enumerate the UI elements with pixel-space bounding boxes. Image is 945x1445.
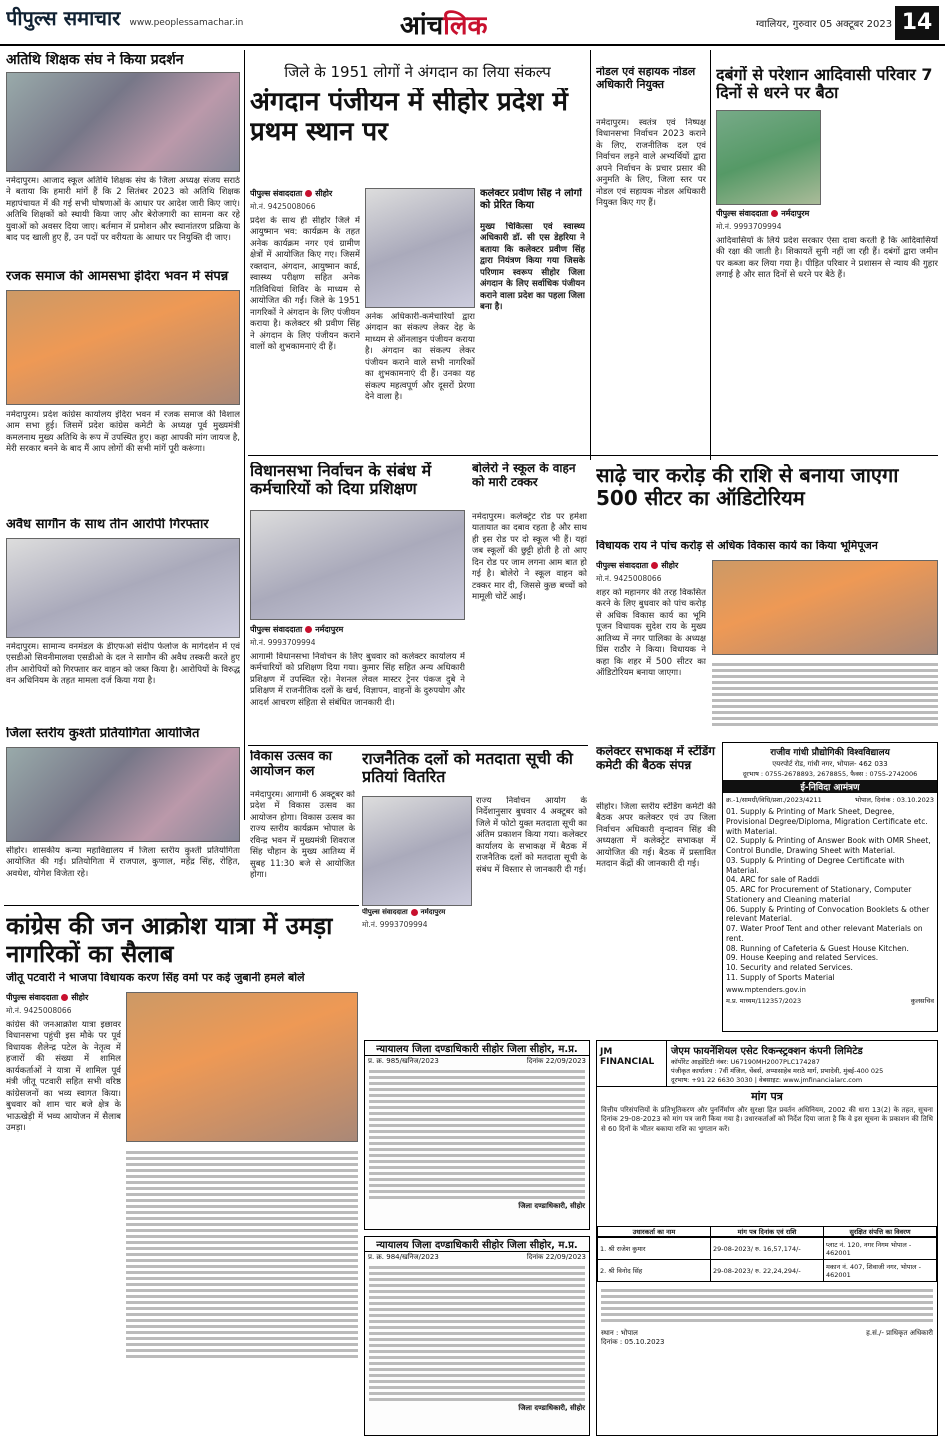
auditorium-photo bbox=[712, 560, 938, 655]
tender-item: 08. Running of Cafeteria & Guest House Kitchen. bbox=[726, 943, 909, 953]
anganwadi-mobile: मो.नं. 9425008066 bbox=[250, 202, 316, 211]
byline-name: पीपुल्स संवाददाता bbox=[6, 993, 59, 1002]
byline-place: सीहोर bbox=[315, 189, 333, 198]
voter-list-headline[interactable]: राजनैतिक दलों को मतदाता सूची की प्रतियां वितरित bbox=[362, 750, 573, 787]
nodal-body: नर्मदापुरम। स्वतंत्र एवं निष्पक्ष विधानसभा निर्वाचन 2023 कराने के लिए, राजनीतिक दल एवं निर्वाचन लड़ने वाले अभ्यर्थियों द्वारा अपने निर्वाचन के प्रचार प्रसार की अनुमति के लिए, जिला स्तर पर नोडल एवं सहायक नोडल अधिकारी नियुक्त किए गए हैं। bbox=[596, 118, 706, 209]
section-suffix: लिक bbox=[443, 11, 488, 41]
tender-item: 03. Supply & Printing of Degree Certificate with Material. bbox=[726, 855, 905, 875]
rajak-body: नर्मदापुरम। प्रदेश कांग्रेस कार्यालय इंदिरा भवन में रजक समाज की विशाल आम सभा हुई। जिसमें प्रदेश कांग्रेस कमेटी के अध्यक्ष पूर्व मुख्यमंत्री कमलनाथ मुख्य अतिथि के रूप में उपस्थित हुए। कहा आपकी मांग जायज है, मेरी सरकार बनने के बाद मैं आप लोगों की सभी मांगें पूरी करूंगा। bbox=[6, 410, 240, 455]
tender-phone: दूरभाष : 0755-2678893, 2678855, फैक्स : 0755-2742006 bbox=[742, 770, 918, 778]
bus-headline[interactable]: बोलेरो ने स्कूल के वाहन को मारी टक्कर bbox=[472, 462, 576, 489]
tribal-photo bbox=[716, 110, 821, 205]
training-photo bbox=[250, 510, 465, 620]
sagaun-body: नर्मदापुरम। सामान्य वनमंडल के डीएफओ संदीप फेलोज के मार्गदर्शन में एवं एसडीओ सिवनीमालवा एसडीओ के दल ने सागौन की अवैध तस्करी करते हुए तीन आरोपियों को गिरफ्तार कर वाहन को जब्त किया है। आरोपियों के विरुद्ध वन अधिनियम के तहत मामला दर्ज किया गया है। bbox=[6, 642, 240, 687]
jm-table-cell: प्लाट नं. 120, नगर निगम भोपाल - 462001 bbox=[824, 1238, 937, 1260]
voter-list-body: राज्य निर्वाचन आयोग के निर्देशानुसार बुधवार 4 अक्टूबर को जिले में फोटो युक्त मतदाता सूची का अंतिम प्रकाशन किया गया। कलेक्टर कार्यालय के सभाकक्ष में बैठक में राजनैतिक दलों को मतदाता सूची के संबंध में विस्तार से जानकारी दी गई। bbox=[476, 796, 587, 875]
tender-footer-ref: म.प्र. माध्यम/112357/2023 bbox=[726, 996, 802, 1005]
byline-place: नर्मदापुरम bbox=[420, 908, 446, 916]
byline-place: नर्मदापुरम bbox=[781, 209, 810, 218]
location-pin-icon bbox=[651, 562, 658, 569]
kushti-photo bbox=[6, 747, 240, 842]
website-link[interactable]: www.peoplessamachar.in bbox=[129, 18, 244, 28]
anganwadi-photo-caption: कलेक्टर प्रवीण सिंह ने लोगों को प्रेरित किया bbox=[480, 188, 582, 211]
tender-item: 10. Security and related Services. bbox=[726, 963, 853, 972]
jm-table-cell: 29-08-2023/ रु. 22,24,294/- bbox=[711, 1260, 824, 1282]
byline-name: पीपुल्स संवाददाता bbox=[250, 189, 303, 198]
jm-address: पंजीकृत कार्यालय : 7वीं मंजिल, चेंबर्स, अप्पासाहेब मराठे मार्ग, प्रभादेवी, मुंबई-400 025 bbox=[671, 1067, 884, 1075]
anganwadi-headline[interactable]: अंगदान पंजीयन में सीहोर प्रदेश में प्रथम स्थान पर bbox=[250, 88, 568, 147]
court-case: प्र. क्र. 984/खनिज/2023 bbox=[368, 1253, 439, 1261]
divider bbox=[4, 905, 359, 906]
auditorium-headline[interactable]: साढ़े चार करोड़ की राशि से बनाया जाएगा 500 सीटर का ऑडिटोरियम bbox=[596, 464, 899, 510]
jm-table-header-cell: मांग पत्र दिनांक एवं राशि bbox=[711, 1227, 824, 1237]
tender-notice bbox=[722, 742, 938, 1032]
byline-name: पीपुल्स संवाददाता bbox=[250, 625, 303, 634]
jm-logo: JM FINANCIAL bbox=[597, 1041, 667, 1086]
location-pin-icon bbox=[61, 994, 68, 1001]
tender-title: ई-निविदा आमंत्रण bbox=[723, 780, 937, 793]
jm-cin: कॉर्पोरेट आइडेंटिटी नंबर: U67190MH2007PLC174287 bbox=[671, 1058, 820, 1066]
bus-body: नर्मदापुरम। कलेक्ट्रेट रोड पर हमेशा यातायात का दबाव रहता है और साथ ही इस रोड पर दो स्कूल भी हैं। यहां जब स्कूलों की छुट्टी होती है तो आए दिन रोड पर जाम लगना आम बात हो गई है। बोलेरो ने स्कूल वाहन को टक्कर मार दी, जिससे कुछ बच्चों को मामूली चोटें आईं। bbox=[472, 512, 587, 603]
location-pin-icon bbox=[771, 210, 778, 217]
voter-list-byline bbox=[362, 908, 472, 917]
paper-name: पीपुल्स समाचार bbox=[6, 6, 121, 30]
congress-headline[interactable]: कांग्रेस की जन आक्रोश यात्रा में उमड़ा नागरिकों का सैलाब bbox=[6, 912, 333, 968]
tender-org: राजीव गांधी प्रौद्योगिकी विश्वविद्यालय bbox=[770, 748, 890, 758]
tender-item-list bbox=[723, 804, 937, 986]
kushti-headline[interactable]: जिला स्तरीय कुश्ती प्रतियोगिता आयोजित bbox=[6, 727, 200, 741]
congress-subhead: जीतू पटवारी ने भाजपा विधायक करण सिंह वर्मा पर कई जुबानी हमले बोले bbox=[6, 972, 305, 984]
page-number: 14 bbox=[895, 6, 939, 40]
rajak-headline[interactable]: रजक समाज की आमसभा इंदिरा भवन में संपन्न bbox=[6, 270, 229, 284]
congress-byline bbox=[6, 992, 126, 1003]
tender-item: 04. ARC for sale of Raddi bbox=[726, 875, 820, 885]
tribal-body: आदिवासियों के लिये प्रदेश सरकार ऐसा दावा करती है कि आदिवासियों की रक्षा की जाती है। शिकायतें सुनी नहीं जा रही हैं। दबंगों द्वारा जमीन पर कब्जा कर लिया गया है। पीड़ित परिवार ने प्रशासन से न्याय की गुहार लगाई है और सात दिनों से धरने पर बैठे हैं। bbox=[716, 236, 938, 281]
jm-place: स्थान : भोपाल bbox=[601, 1329, 638, 1337]
tender-ref: क्र.-1/सामग्री/विधि/प्रशा./2023/4211 bbox=[726, 796, 822, 804]
jm-table-header-cell: सुरक्षित संपत्ति का विवरण bbox=[824, 1227, 937, 1237]
byline-name: पीपुल्स संवाददाता bbox=[362, 908, 408, 916]
court-case: प्र. क्र. 985/खनिज/2023 bbox=[368, 1057, 439, 1065]
section-title bbox=[400, 6, 487, 42]
sagaun-headline[interactable]: अवैध सागौन के साथ तीन आरोपी गिरफ्तार bbox=[6, 518, 209, 532]
anganwadi-body2: अनेक अधिकारी-कर्मचारियों द्वारा अंगदान का संकल्प लेकर देह के माध्यम से ऑनलाइन पंजीयन कराया है। अंगदान का संकल्प लेकर पंजीयन कराने वाले सभी नागरिकों का शुभकामनाएं दी हैं। उनका यह संकल्प महत्वपूर्ण और दूसरों प्रेरणा देने वाला है। bbox=[365, 312, 475, 403]
jm-financial-ad bbox=[596, 1040, 938, 1436]
anganwadi-sidebar: मुख्य चिकित्सा एवं स्वास्थ्य अधिकारी डॉ. सी एस डेहरिया ने बताया कि कलेक्टर प्रवीण सिंह द्वारा नियंत्रण किया गया जिसके परिणाम स्वरूप सीहोर जिला अंगदान के लिए सर्वाधिक पंजीयन कराने वाला प्रदेश का पहला जिला बना है। bbox=[480, 222, 585, 313]
byline-name: पीपुल्स संवाददाता bbox=[596, 561, 649, 570]
court-date: दिनांक 22/09/2023 bbox=[526, 1253, 586, 1261]
court-sign: जिला दण्डाधिकारी, सीहोर bbox=[518, 1202, 585, 1210]
court-notice-title: न्यायालय जिला दण्डाधिकारी सीहोर जिला सीहोर, म.प्र. bbox=[365, 1041, 589, 1056]
jm-title: मांग पत्र bbox=[751, 1090, 783, 1103]
court-notice-ref bbox=[365, 1056, 589, 1067]
standing-body: सीहोर। जिला स्तरीय स्टेंडिंग कमेटी की बैठक अपर कलेक्टर एवं उप जिला निर्वाचन अधिकारी वृन्दावन सिंह की अध्यक्षता में कलेक्ट्रेट सभाकक्ष में आयोजित की गई। बैठक में प्रस्तावित मतदान केंद्रों की जानकारी दी गई। bbox=[596, 802, 716, 870]
tender-item: 02. Supply & Printing of Answer Book with OMR Sheet, Control Bundle, Drawing Sheet with Material. bbox=[726, 836, 931, 855]
guest-teacher-body: नर्मदापुरम। आजाद स्कूल अतिथि शिक्षक संघ के जिला अध्यक्ष संजय सराठे ने बताया कि हमारी मांगें हैं कि 2 सितंबर 2023 को अतिथि शिक्षक महापंचायत में की गई सभी घोषणाओं के आधार पर आदेश जारी किए जाएं। अतिथि शिक्षकों को स्थायी किया जाए और बेरोजगारी का सामना कर रहे युवाओं को अवसर दिया जाए। बर्तमान में प्रमोशन और स्थानांतरण प्रक्रिया के बाद पद खाली हुए हैं, उन पदों पर वरीयता के आधार पर नियुक्ति दी जाए। bbox=[6, 176, 240, 244]
auditorium-body: शहर को महानगर की तरह विकसित करने के लिए बुधवार को पांच करोड़ से अधिक विकास कार्य का भूमि पूजन विधायक सुदेश राय के मुख्य आतिथ्य में नगर पालिका के अध्यक्ष प्रिंस राठौर ने किया। विधायक ने कहा कि शहर में 500 सीटर का ऑडिटोरियम बनाया जाएगा। bbox=[596, 588, 706, 679]
section-prefix: आंच bbox=[400, 11, 444, 41]
jm-signatory: ह.सं./- प्राधिकृत अधिकारी bbox=[866, 1329, 933, 1337]
jm-footer bbox=[597, 1329, 937, 1347]
vikas-body: नर्मदापुरम। आगामी 6 अक्टूबर को प्रदेश में विकास उत्सव का आयोजन होगा। विकास उत्सव का राज्य स्तरीय कार्यक्रम भोपाल के रविन्द्र भवन में मुख्यमंत्री शिवराज सिंह चौहान के मुख्य आतिथ्य में सुबह 11:30 बजे से आयोजित होगा। bbox=[250, 790, 355, 881]
court-sign: जिला दण्डाधिकारी, सीहोर bbox=[518, 1404, 585, 1412]
byline-place: नर्मदापुरम bbox=[315, 625, 344, 634]
jm-table-cell: 29-08-2023/ रु. 16,57,174/- bbox=[711, 1238, 824, 1260]
court-notice-2 bbox=[364, 1236, 590, 1436]
location-pin-icon bbox=[411, 909, 418, 916]
court-notice-text bbox=[365, 1070, 589, 1199]
nodal-headline[interactable]: नोडल एवं सहायक नोडल अधिकारी नियुक्त bbox=[596, 66, 696, 91]
byline-name: पीपुल्स संवाददाता bbox=[716, 209, 769, 218]
tender-address: एयरपोर्ट रोड, गांधी नगर, भोपाल- 462 033 bbox=[772, 760, 888, 768]
tender-item: 06. Supply & Printing of Convocation Booklets & other relevant Material. bbox=[726, 904, 930, 924]
anganwadi-kicker: जिले के 1951 लोगों ने अंगदान का लिया संकल्प bbox=[284, 63, 551, 81]
court-notice-1 bbox=[364, 1040, 590, 1230]
jm-contact: दूरभाष: +91 22 6630 3030 | वेबसाइट: www.jmfinancialarc.com bbox=[671, 1076, 863, 1084]
tender-item: 05. ARC for Procurement of Stationary, Computer Stationery and Cleaning material bbox=[726, 885, 912, 904]
jm-fine-print bbox=[597, 1282, 937, 1329]
tender-footer bbox=[723, 994, 937, 1007]
court-date: दिनांक 22/09/2023 bbox=[526, 1057, 586, 1065]
tender-website[interactable]: www.mptenders.gov.in bbox=[726, 985, 806, 994]
jm-table-header bbox=[598, 1227, 937, 1237]
tender-item: 09. House Keeping and related Services. bbox=[726, 953, 879, 963]
tribal-byline bbox=[716, 208, 826, 219]
anganwadi-body: प्रदेश के साथ ही सीहोर जिले में आयुष्मान भव: कार्यक्रम के तहत अनेक कार्यक्रम नगर एवं ग्रामीण क्षेत्रों में आयोजित किए गए। जिसमें रक्तदान, अंगदान, आयुष्मान कार्ड, स्वास्थ्य परीक्षण सहित अनेक गतिविधियां शिविर के माध्यम से आयोजित की गईं। जिले के 1951 नागरिकों ने अंगदान के लिए पंजीयन कराया है। कलेक्टर श्री प्रवीण सिंह ने अंगदान के लिए पंजीयन कराने वालों को शुभकामनाएं दी हैं। bbox=[250, 216, 360, 353]
column-rule bbox=[244, 50, 245, 820]
jm-table-cell: मकान नं. 407, शिवाजी नगर, भोपाल - 462001 bbox=[824, 1260, 937, 1282]
tender-item: 07. Water Proof Tent and other relevant Materials on rent. bbox=[726, 924, 923, 943]
anganwadi-byline bbox=[250, 188, 370, 199]
tribal-headline[interactable]: दबंगों से परेशान आदिवासी परिवार 7 दिनों से धरने पर बैठा bbox=[716, 66, 933, 103]
location-pin-icon bbox=[305, 190, 312, 197]
tribal-mobile: मो.नं. 9993709994 bbox=[716, 222, 782, 231]
byline-place: सीहोर bbox=[661, 561, 679, 570]
standing-headline[interactable]: कलेक्टर सभाकक्ष में स्टेंडिंग कमेटी की बैठक संपन्न bbox=[596, 745, 716, 772]
divider bbox=[248, 455, 938, 456]
auditorium-continued bbox=[712, 660, 938, 735]
jm-table-row bbox=[598, 1260, 937, 1282]
court-notice-ref bbox=[365, 1252, 589, 1263]
jm-table-body bbox=[597, 1237, 937, 1282]
masthead-brand bbox=[6, 4, 243, 31]
jm-table-header-cell: उधारकर्ता का नाम bbox=[598, 1227, 711, 1237]
rajak-photo bbox=[6, 290, 240, 405]
tender-ref-row bbox=[723, 795, 937, 804]
tender-item: 01. Supply & Printing of Mark Sheet, Degree, Provisional Degree/Diploma, Migration Certificate etc. with Material. bbox=[726, 807, 928, 836]
kushti-body: सीहोर। शासकीय कन्या महाविद्यालय में जिला स्तरीय कुश्ती प्रतियोगिता आयोजित की गई। प्रतियोगिता में राजपाल, कुणाल, महेंद्र सिंह, रोहित, अवधेश, योगेश विजेता रहे। bbox=[6, 846, 240, 879]
congress-rally-photo bbox=[126, 992, 358, 1142]
guest-teacher-headline[interactable]: अतिथि शिक्षक संघ ने किया प्रदर्शन bbox=[6, 52, 184, 68]
jm-body: वित्तीय परिसंपत्तियों के प्रतिभूतिकरण और पुनर्निर्माण और सुरक्षा हित प्रवर्तन अधिनियम, 2002 की धारा 13(2) के तहत, सूचना दिनांक 29-08-2023 को मांग पत्र जारी किया गया है। उधारकर्ताओं को निर्देश दिया जाता है कि वे इस सूचना के प्रकाशन की तिथि से 60 दिनों के भीतर बकाया राशि का भुगतान करें। bbox=[601, 1106, 933, 1133]
jm-table-cell: 1. श्री राजेश कुमार bbox=[598, 1238, 711, 1260]
guest-teacher-photo bbox=[6, 72, 240, 172]
congress-mobile: मो.नं. 9425008066 bbox=[6, 1006, 72, 1015]
jm-table-cell: 2. श्री विनोद सिंह bbox=[598, 1260, 711, 1282]
court-notice-title: न्यायालय जिला दण्डाधिकारी सीहोर जिला सीहोर, म.प्र. bbox=[365, 1237, 589, 1252]
training-headline[interactable]: विधानसभा निर्वाचन के संबंध में कर्मचारियों को दिया प्रशिक्षण bbox=[250, 462, 432, 499]
tender-signatory: कुलसचिव bbox=[910, 996, 934, 1005]
divider bbox=[248, 745, 588, 746]
jm-table bbox=[597, 1226, 937, 1237]
tender-date: भोपाल, दिनांक : 03.10.2023 bbox=[854, 796, 934, 804]
jm-date: दिनांक : 05.10.2023 bbox=[601, 1338, 665, 1346]
congress-body: कांग्रेस की जनआक्रोश यात्रा इछावर विधानसभा पहुंची इस मौके पर पूर्व विधायक शैलेन्द्र पटेल के नेतृत्व में हजारों की संख्या में शामिल कार्यकर्ताओं ने यात्रा में शामिल पूर्व मंत्री जीतू पटवारी सहित सभी वरिष्ठ कांग्रेसजनों का भव्य स्वागत किया। बुधवार को शाम चार बजे क्षेत्र के भाऊखेड़ी में भव्य आयोजन में सैलाब उमड़ा। bbox=[6, 1020, 121, 1134]
training-body: आगामी विधानसभा निर्वाचन के लिए बुधवार को कलेक्टर कार्यालय में कर्मचारियों को प्रशिक्षण दिया गया। कुमार सिंह सहित अन्य अधिकारी प्रशिक्षण में उपस्थित रहे। नेशनल लेवल मास्टर ट्रेनर पंकज दुबे ने प्रशिक्षण में राजनीतिक दलों के खर्च, विज्ञापन, वाहनों के दुरुपयोग और आदर्श आचरण संहिता से संबंधित जानकारी दी। bbox=[250, 652, 465, 708]
sagaun-photo bbox=[6, 538, 240, 638]
jm-company: जेएम फायनेंशियल एसेट रिकन्स्ट्रक्शन कंपनी लिमिटेड bbox=[671, 1046, 863, 1057]
dateline: ग्वालियर, गुरुवार 05 अक्टूबर 2023 bbox=[756, 19, 893, 30]
training-byline bbox=[250, 624, 465, 635]
court-notice-text bbox=[365, 1266, 589, 1401]
auditorium-subhead: विधायक राय ने पांच करोड़ से अधिक विकास कार्य का किया भूमिपूजन bbox=[596, 540, 878, 552]
jm-table-row bbox=[598, 1238, 937, 1260]
auditorium-mobile: मो.नं. 9425008066 bbox=[596, 574, 662, 583]
collector-photo bbox=[365, 188, 475, 308]
congress-continued bbox=[126, 1148, 358, 1433]
voter-list-photo bbox=[362, 796, 472, 906]
column-rule bbox=[590, 50, 591, 460]
auditorium-byline bbox=[596, 560, 716, 571]
tender-item: 11. Supply of Sports Material bbox=[726, 972, 835, 982]
column-rule bbox=[710, 50, 711, 460]
location-pin-icon bbox=[305, 626, 312, 633]
byline-place: सीहोर bbox=[71, 993, 89, 1002]
voter-list-mobile: मो.नं. 9993709994 bbox=[362, 920, 428, 929]
jm-header bbox=[597, 1041, 937, 1087]
training-mobile: मो.नं. 9993709994 bbox=[250, 638, 316, 647]
vikas-headline[interactable]: विकास उत्सव का आयोजन कल bbox=[250, 750, 332, 779]
